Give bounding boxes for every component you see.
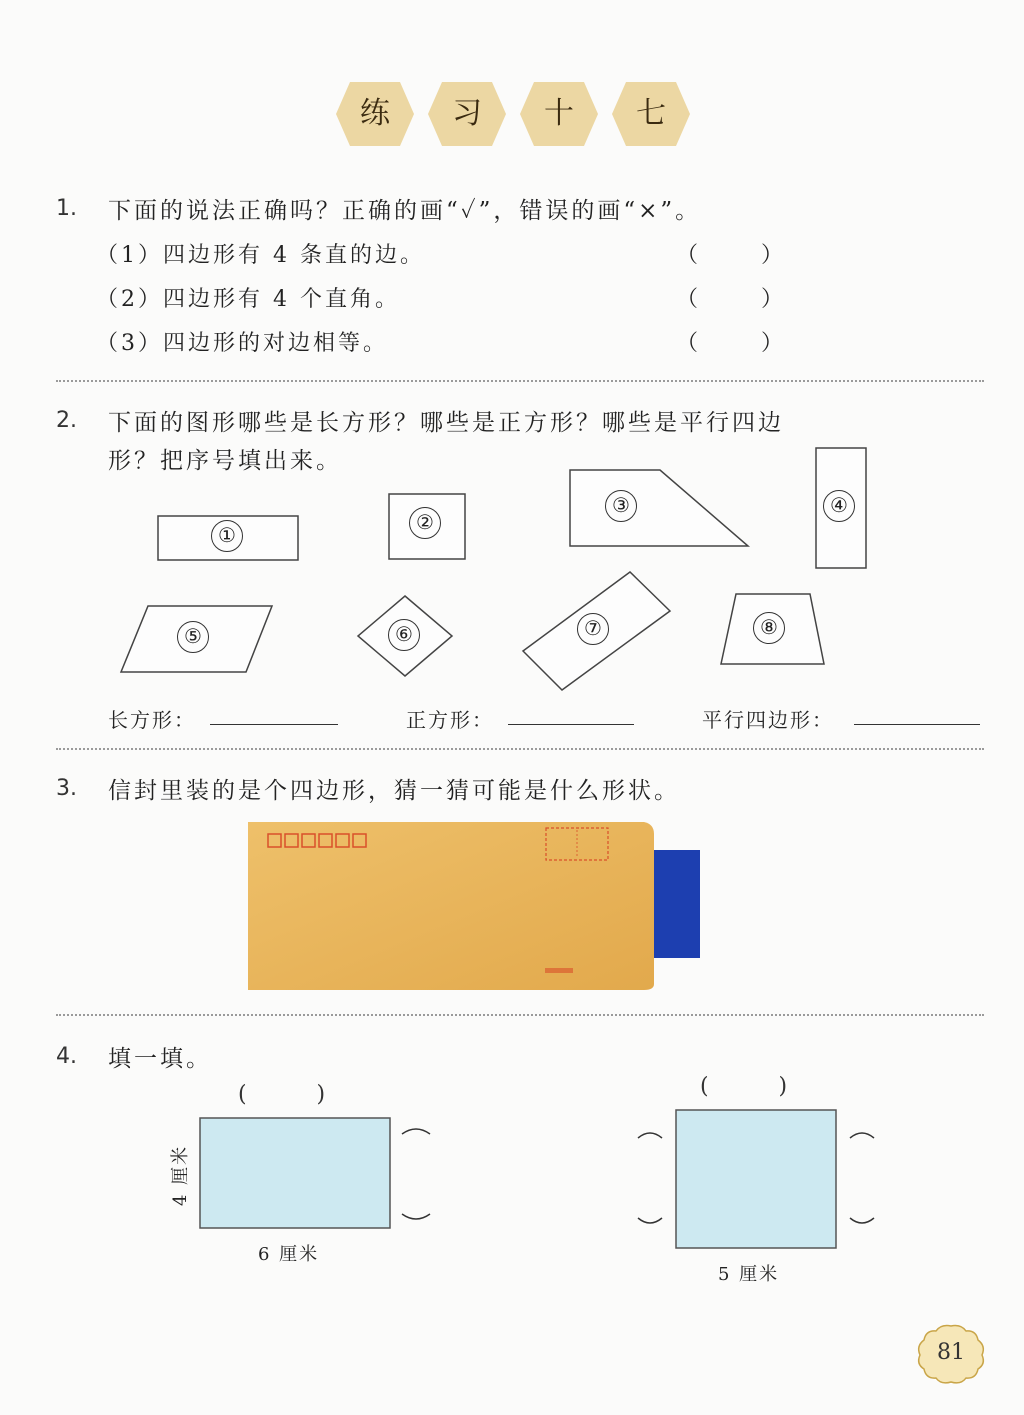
title-hex-4 <box>612 82 690 146</box>
q1-blank-2[interactable]: （ ） <box>676 287 811 312</box>
shape-label-4: ④ <box>823 490 855 522</box>
section-divider <box>56 1014 984 1016</box>
q2-prompt-line1: 下面的图形哪些是长方形？哪些是正方形？哪些是平行四边 <box>108 410 784 436</box>
q1-item-1: （1）四边形有 4 条直的边。 <box>96 243 425 268</box>
q1-blank-1[interactable]: （ ） <box>676 243 811 268</box>
title-hex-2 <box>428 82 506 146</box>
q1-prompt: 下面的说法正确吗？正确的画“✓”，错误的画“×”。 <box>108 198 702 224</box>
q1-item-2: （2）四边形有 4 个直角。 <box>96 287 400 312</box>
q3-number: 3. <box>56 776 77 801</box>
title-char: 十 <box>544 96 574 131</box>
q1-item-3: （3）四边形的对边相等。 <box>96 331 388 356</box>
shape-label-3: ③ <box>605 490 637 522</box>
title-char: 练 <box>360 96 390 131</box>
q2-prompt-line2: 形？把序号填出来。 <box>108 448 342 474</box>
right-top-blank[interactable]: ( ) <box>700 1074 788 1099</box>
left-side-label: 4 厘米 <box>170 1144 191 1206</box>
square-figure <box>630 1100 890 1260</box>
shape-label-5: ⑤ <box>177 621 209 653</box>
shape-label-2: ② <box>409 507 441 539</box>
answer-label-parallelogram: 平行四边形： <box>702 708 834 732</box>
shapes-figure <box>0 440 1024 700</box>
q1-blank-3[interactable]: （ ） <box>676 331 811 356</box>
q4-number: 4. <box>56 1044 77 1069</box>
right-blank-bracket-bottom <box>402 1214 430 1219</box>
q2-number: 2. <box>56 408 77 433</box>
shape-label-6: ⑥ <box>388 619 420 651</box>
shape-3-trapezoid <box>570 470 748 546</box>
answer-label-square: 正方形： <box>406 708 494 732</box>
answer-line-parallelogram[interactable] <box>854 724 980 725</box>
title-hex-3 <box>520 82 598 146</box>
title-hex-1 <box>336 82 414 146</box>
q4-prompt: 填一填。 <box>108 1046 212 1072</box>
envelope-figure <box>240 818 710 998</box>
title-char: 习 <box>452 96 482 131</box>
left-bracket-bottom <box>638 1218 662 1223</box>
shape-label-8: ⑧ <box>753 612 785 644</box>
left-bottom-label: 6 厘米 <box>258 1244 320 1265</box>
answer-label-rectangle: 长方形： <box>108 708 196 732</box>
square-shape <box>676 1110 836 1248</box>
left-top-blank[interactable]: ( ) <box>238 1082 326 1107</box>
left-bracket-top <box>638 1133 662 1138</box>
page-number: 81 <box>937 1340 965 1365</box>
postal-mark <box>545 968 573 973</box>
answer-line-square[interactable] <box>508 724 634 725</box>
right-blank-bracket-top <box>402 1129 430 1134</box>
right-bracket-top <box>850 1133 874 1138</box>
shape-label-7: ⑦ <box>577 613 609 645</box>
rectangle-shape <box>200 1118 390 1228</box>
q1-number: 1. <box>56 196 77 221</box>
right-bracket-bottom <box>850 1218 874 1223</box>
rectangle-figure <box>150 1110 450 1240</box>
answer-line-rectangle[interactable] <box>210 724 338 725</box>
title-char: 七 <box>636 96 666 131</box>
right-bottom-label: 5 厘米 <box>718 1264 780 1285</box>
section-divider <box>56 380 984 382</box>
section-divider <box>56 748 984 750</box>
shape-label-1: ① <box>211 520 243 552</box>
q3-prompt: 信封里装的是个四边形，猜一猜可能是什么形状。 <box>108 778 680 804</box>
